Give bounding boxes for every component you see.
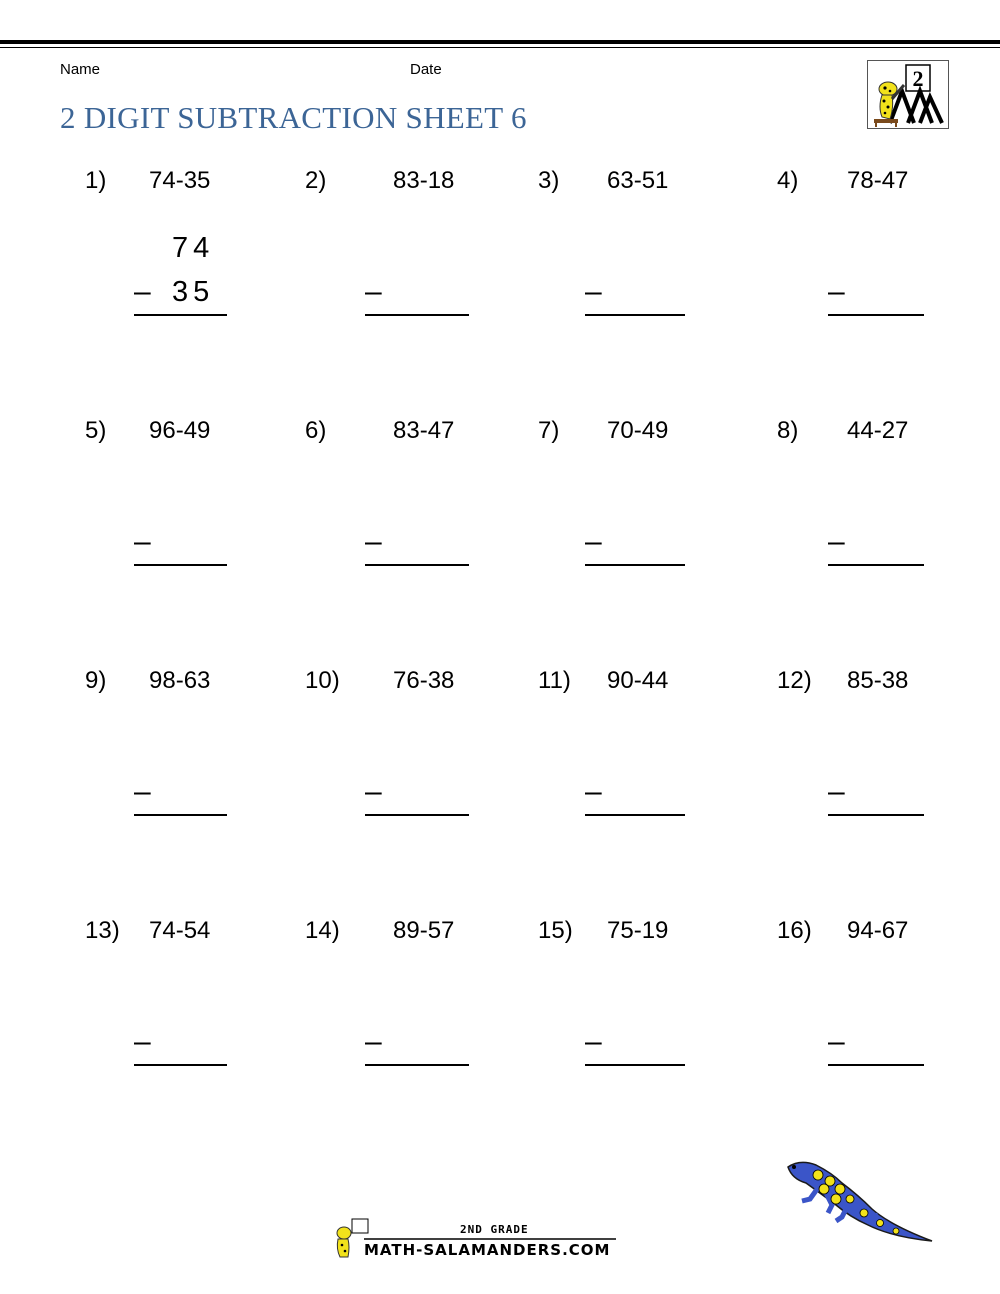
problem-number: 12) xyxy=(777,667,812,694)
problem-number: 1) xyxy=(85,167,107,194)
problem-number: 4) xyxy=(777,167,799,194)
minus-sign: – xyxy=(134,1025,151,1058)
problem-4 xyxy=(777,167,977,367)
problem-number: 16) xyxy=(777,917,812,944)
problem-16 xyxy=(777,917,977,1117)
salamander-teacher-icon xyxy=(868,61,949,129)
problem-expression: 78-47 xyxy=(847,167,909,194)
minus-sign: – xyxy=(828,1025,845,1058)
minus-sign: – xyxy=(134,525,151,558)
answer-line xyxy=(134,564,227,566)
problem-5 xyxy=(85,417,285,617)
problem-11 xyxy=(538,667,738,867)
problem-expression: 63-51 xyxy=(607,167,669,194)
problem-3 xyxy=(538,167,738,367)
problem-number: 6) xyxy=(305,417,327,444)
problem-expression: 74-54 xyxy=(149,917,211,944)
problem-1 xyxy=(85,167,285,367)
problem-10 xyxy=(305,667,505,867)
minus-sign: – xyxy=(828,275,845,308)
minus-sign: – xyxy=(134,275,151,308)
problem-number: 11) xyxy=(538,667,571,694)
answer-line xyxy=(134,1064,227,1066)
answer-line xyxy=(585,814,685,816)
svg-text:2ND GRADE: 2ND GRADE xyxy=(460,1223,529,1236)
minus-sign: – xyxy=(365,775,382,808)
top-rule xyxy=(0,40,1000,44)
problem-number: 3) xyxy=(538,167,560,194)
problem-8 xyxy=(777,417,977,617)
answer-line xyxy=(134,814,227,816)
minus-sign: – xyxy=(585,775,602,808)
answer-line xyxy=(585,564,685,566)
minus-sign: – xyxy=(365,1025,382,1058)
name-label: Name xyxy=(60,61,101,78)
problem-number: 9) xyxy=(85,667,107,694)
problem-7 xyxy=(538,417,738,617)
minus-sign: – xyxy=(585,1025,602,1058)
problem-expression: 94-67 xyxy=(847,917,909,944)
minus-sign: – xyxy=(585,275,602,308)
answer-line xyxy=(828,564,924,566)
problem-13 xyxy=(85,917,285,1117)
problem-expression: 90-44 xyxy=(607,667,669,694)
problem-expression: 96-49 xyxy=(149,417,211,444)
date-label: Date xyxy=(410,61,442,78)
answer-line xyxy=(585,1064,685,1066)
problem-expression: 76-38 xyxy=(393,667,455,694)
answer-line xyxy=(365,1064,469,1066)
problem-expression: 83-47 xyxy=(393,417,455,444)
problem-6 xyxy=(305,417,505,617)
problem-expression: 70-49 xyxy=(607,417,669,444)
problem-12 xyxy=(777,667,977,867)
answer-line xyxy=(365,314,469,316)
minus-sign: – xyxy=(365,275,382,308)
minus-sign: – xyxy=(134,775,151,808)
svg-text:MATH-SALAMANDERS.COM: MATH-SALAMANDERS.COM xyxy=(364,1241,611,1259)
answer-line xyxy=(828,1064,924,1066)
svg-text:2: 2 xyxy=(912,66,924,91)
answer-line xyxy=(134,314,227,316)
problem-number: 7) xyxy=(538,417,560,444)
problem-expression: 75-19 xyxy=(607,917,669,944)
problem-number: 10) xyxy=(305,667,340,694)
answer-line xyxy=(365,564,469,566)
minus-sign: – xyxy=(828,775,845,808)
problem-expression: 85-38 xyxy=(847,667,909,694)
page-title: 2 DIGIT SUBTRACTION SHEET 6 xyxy=(60,100,527,135)
problem-number: 13) xyxy=(85,917,120,944)
problem-expression: 89-57 xyxy=(393,917,455,944)
minuend: 74 xyxy=(172,232,215,264)
answer-line xyxy=(828,314,924,316)
answer-line xyxy=(585,314,685,316)
answer-line xyxy=(828,814,924,816)
answer-line xyxy=(365,814,469,816)
minus-sign: – xyxy=(585,525,602,558)
problem-expression: 44-27 xyxy=(847,417,909,444)
footer-site-logo xyxy=(330,1215,630,1265)
minus-sign: – xyxy=(365,525,382,558)
salamander-mascot-icon xyxy=(780,1155,935,1250)
grade-logo xyxy=(867,60,949,129)
problem-number: 2) xyxy=(305,167,327,194)
problem-9 xyxy=(85,667,285,867)
problem-expression: 74-35 xyxy=(149,167,211,194)
problem-15 xyxy=(538,917,738,1117)
subtrahend: 35 xyxy=(172,276,215,308)
problem-number: 8) xyxy=(777,417,799,444)
problem-2 xyxy=(305,167,505,367)
problem-14 xyxy=(305,917,505,1117)
problem-expression: 98-63 xyxy=(149,667,211,694)
top-rule-thin xyxy=(0,47,1000,48)
minus-sign: – xyxy=(828,525,845,558)
problem-number: 15) xyxy=(538,917,573,944)
problem-expression: 83-18 xyxy=(393,167,455,194)
problem-number: 14) xyxy=(305,917,340,944)
problem-number: 5) xyxy=(85,417,107,444)
